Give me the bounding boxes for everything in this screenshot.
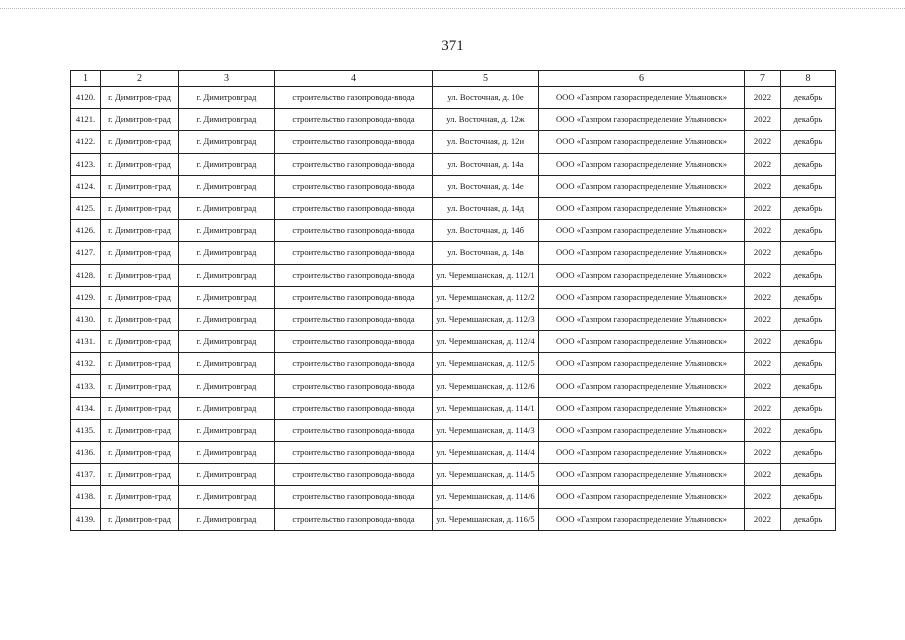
city-cell: г. Димитров-град (101, 308, 179, 330)
table-row (71, 464, 836, 486)
address-cell: ул. Черемшанская, д. 114/4 (433, 442, 539, 464)
locality-cell: г. Димитровград (179, 109, 275, 131)
work-type-cell: строительство газопровода-ввода (275, 419, 433, 441)
table-row (71, 442, 836, 464)
work-type-cell: строительство газопровода-ввода (275, 308, 433, 330)
locality-cell: г. Димитровград (179, 353, 275, 375)
address-cell: ул. Черемшанская, д. 114/6 (433, 486, 539, 508)
objects-table (70, 70, 836, 531)
locality-cell: г. Димитровград (179, 442, 275, 464)
column-header: 6 (539, 71, 745, 87)
organization-cell: ООО «Газпром газораспределение Ульяновск» (539, 220, 745, 242)
row-number-cell: 4131. (71, 331, 101, 353)
row-number-cell: 4133. (71, 375, 101, 397)
organization-cell: ООО «Газпром газораспределение Ульяновск» (539, 331, 745, 353)
year-cell: 2022 (745, 442, 781, 464)
work-type-cell: строительство газопровода-ввода (275, 153, 433, 175)
city-cell: г. Димитров-град (101, 508, 179, 530)
locality-cell: г. Димитровград (179, 486, 275, 508)
locality-cell: г. Димитровград (179, 286, 275, 308)
table-row (71, 353, 836, 375)
year-cell: 2022 (745, 220, 781, 242)
row-number-cell: 4136. (71, 442, 101, 464)
address-cell: ул. Восточная, д. 14в (433, 242, 539, 264)
table-row (71, 131, 836, 153)
month-cell: декабрь (781, 397, 836, 419)
table-row (71, 264, 836, 286)
address-cell: ул. Черемшанская, д. 116/5 (433, 508, 539, 530)
locality-cell: г. Димитровград (179, 197, 275, 219)
row-number-cell: 4125. (71, 197, 101, 219)
address-cell: ул. Восточная, д. 14а (433, 153, 539, 175)
organization-cell: ООО «Газпром газораспределение Ульяновск» (539, 153, 745, 175)
table-row (71, 109, 836, 131)
month-cell: декабрь (781, 109, 836, 131)
address-cell: ул. Черемшанская, д. 112/6 (433, 375, 539, 397)
month-cell: декабрь (781, 375, 836, 397)
locality-cell: г. Димитровград (179, 464, 275, 486)
month-cell: декабрь (781, 153, 836, 175)
row-number-cell: 4129. (71, 286, 101, 308)
city-cell: г. Димитров-град (101, 397, 179, 419)
row-number-cell: 4132. (71, 353, 101, 375)
city-cell: г. Димитров-град (101, 331, 179, 353)
work-type-cell: строительство газопровода-ввода (275, 109, 433, 131)
table-row (71, 87, 836, 109)
table-row (71, 308, 836, 330)
address-cell: ул. Восточная, д. 10е (433, 87, 539, 109)
work-type-cell: строительство газопровода-ввода (275, 353, 433, 375)
organization-cell: ООО «Газпром газораспределение Ульяновск» (539, 375, 745, 397)
row-number-cell: 4128. (71, 264, 101, 286)
organization-cell: ООО «Газпром газораспределение Ульяновск» (539, 131, 745, 153)
month-cell: декабрь (781, 464, 836, 486)
work-type-cell: строительство газопровода-ввода (275, 464, 433, 486)
city-cell: г. Димитров-град (101, 197, 179, 219)
city-cell: г. Димитров-град (101, 153, 179, 175)
row-number-cell: 4138. (71, 486, 101, 508)
year-cell: 2022 (745, 197, 781, 219)
month-cell: декабрь (781, 308, 836, 330)
row-number-cell: 4127. (71, 242, 101, 264)
locality-cell: г. Димитровград (179, 131, 275, 153)
row-number-cell: 4123. (71, 153, 101, 175)
column-header: 5 (433, 71, 539, 87)
month-cell: декабрь (781, 197, 836, 219)
row-number-cell: 4121. (71, 109, 101, 131)
organization-cell: ООО «Газпром газораспределение Ульяновск» (539, 197, 745, 219)
work-type-cell: строительство газопровода-ввода (275, 331, 433, 353)
month-cell: декабрь (781, 286, 836, 308)
city-cell: г. Димитров-град (101, 87, 179, 109)
address-cell: ул. Восточная, д. 14е (433, 175, 539, 197)
row-number-cell: 4134. (71, 397, 101, 419)
address-cell: ул. Черемшанская, д. 112/2 (433, 286, 539, 308)
column-header: 7 (745, 71, 781, 87)
organization-cell: ООО «Газпром газораспределение Ульяновск» (539, 286, 745, 308)
work-type-cell: строительство газопровода-ввода (275, 442, 433, 464)
year-cell: 2022 (745, 175, 781, 197)
work-type-cell: строительство газопровода-ввода (275, 264, 433, 286)
organization-cell: ООО «Газпром газораспределение Ульяновск» (539, 109, 745, 131)
organization-cell: ООО «Газпром газораспределение Ульяновск» (539, 464, 745, 486)
organization-cell: ООО «Газпром газораспределение Ульяновск» (539, 397, 745, 419)
locality-cell: г. Димитровград (179, 175, 275, 197)
work-type-cell: строительство газопровода-ввода (275, 197, 433, 219)
address-cell: ул. Восточная, д. 14д (433, 197, 539, 219)
city-cell: г. Димитров-град (101, 286, 179, 308)
work-type-cell: строительство газопровода-ввода (275, 486, 433, 508)
table-row (71, 508, 836, 530)
row-number-cell: 4139. (71, 508, 101, 530)
year-cell: 2022 (745, 464, 781, 486)
month-cell: декабрь (781, 87, 836, 109)
organization-cell: ООО «Газпром газораспределение Ульяновск» (539, 442, 745, 464)
table-row (71, 375, 836, 397)
year-cell: 2022 (745, 375, 781, 397)
address-cell: ул. Восточная, д. 12ж (433, 109, 539, 131)
year-cell: 2022 (745, 419, 781, 441)
work-type-cell: строительство газопровода-ввода (275, 375, 433, 397)
year-cell: 2022 (745, 397, 781, 419)
address-cell: ул. Восточная, д. 14б (433, 220, 539, 242)
organization-cell: ООО «Газпром газораспределение Ульяновск» (539, 308, 745, 330)
locality-cell: г. Димитровград (179, 419, 275, 441)
city-cell: г. Димитров-град (101, 375, 179, 397)
row-number-cell: 4126. (71, 220, 101, 242)
table-row (71, 397, 836, 419)
table-row (71, 331, 836, 353)
year-cell: 2022 (745, 286, 781, 308)
month-cell: декабрь (781, 264, 836, 286)
row-number-cell: 4135. (71, 419, 101, 441)
year-cell: 2022 (745, 353, 781, 375)
locality-cell: г. Димитровград (179, 397, 275, 419)
address-cell: ул. Черемшанская, д. 112/3 (433, 308, 539, 330)
month-cell: декабрь (781, 419, 836, 441)
organization-cell: ООО «Газпром газораспределение Ульяновск» (539, 175, 745, 197)
month-cell: декабрь (781, 242, 836, 264)
year-cell: 2022 (745, 109, 781, 131)
table-row (71, 153, 836, 175)
page-number: 371 (441, 38, 464, 54)
work-type-cell: строительство газопровода-ввода (275, 175, 433, 197)
column-header: 4 (275, 71, 433, 87)
month-cell: декабрь (781, 175, 836, 197)
table-row (71, 486, 836, 508)
address-cell: ул. Черемшанская, д. 114/5 (433, 464, 539, 486)
row-number-cell: 4130. (71, 308, 101, 330)
row-number-cell: 4122. (71, 131, 101, 153)
organization-cell: ООО «Газпром газораспределение Ульяновск» (539, 242, 745, 264)
city-cell: г. Димитров-град (101, 220, 179, 242)
work-type-cell: строительство газопровода-ввода (275, 220, 433, 242)
table-row (71, 197, 836, 219)
year-cell: 2022 (745, 131, 781, 153)
work-type-cell: строительство газопровода-ввода (275, 131, 433, 153)
column-header: 8 (781, 71, 836, 87)
year-cell: 2022 (745, 486, 781, 508)
locality-cell: г. Димитровград (179, 264, 275, 286)
address-cell: ул. Черемшанская, д. 112/4 (433, 331, 539, 353)
address-cell: ул. Черемшанская, д. 112/1 (433, 264, 539, 286)
row-number-cell: 4120. (71, 87, 101, 109)
column-header: 3 (179, 71, 275, 87)
city-cell: г. Димитров-град (101, 442, 179, 464)
year-cell: 2022 (745, 508, 781, 530)
work-type-cell: строительство газопровода-ввода (275, 397, 433, 419)
city-cell: г. Димитров-град (101, 486, 179, 508)
address-cell: ул. Черемшанская, д. 114/3 (433, 419, 539, 441)
locality-cell: г. Димитровград (179, 508, 275, 530)
month-cell: декабрь (781, 331, 836, 353)
organization-cell: ООО «Газпром газораспределение Ульяновск» (539, 264, 745, 286)
year-cell: 2022 (745, 331, 781, 353)
table-row (71, 286, 836, 308)
address-cell: ул. Восточная, д. 12и (433, 131, 539, 153)
city-cell: г. Димитров-град (101, 109, 179, 131)
column-header: 1 (71, 71, 101, 87)
month-cell: декабрь (781, 442, 836, 464)
scan-edge (0, 8, 905, 10)
year-cell: 2022 (745, 264, 781, 286)
month-cell: декабрь (781, 508, 836, 530)
locality-cell: г. Димитровград (179, 153, 275, 175)
city-cell: г. Димитров-град (101, 242, 179, 264)
table-row (71, 175, 836, 197)
year-cell: 2022 (745, 153, 781, 175)
year-cell: 2022 (745, 308, 781, 330)
locality-cell: г. Димитровград (179, 87, 275, 109)
table-row (71, 242, 836, 264)
column-header: 2 (101, 71, 179, 87)
locality-cell: г. Димитровград (179, 242, 275, 264)
organization-cell: ООО «Газпром газораспределение Ульяновск» (539, 87, 745, 109)
month-cell: декабрь (781, 131, 836, 153)
month-cell: декабрь (781, 220, 836, 242)
city-cell: г. Димитров-град (101, 419, 179, 441)
city-cell: г. Димитров-град (101, 464, 179, 486)
year-cell: 2022 (745, 87, 781, 109)
header-row (71, 71, 836, 87)
organization-cell: ООО «Газпром газораспределение Ульяновск» (539, 419, 745, 441)
year-cell: 2022 (745, 242, 781, 264)
work-type-cell: строительство газопровода-ввода (275, 286, 433, 308)
work-type-cell: строительство газопровода-ввода (275, 87, 433, 109)
work-type-cell: строительство газопровода-ввода (275, 242, 433, 264)
table-body (71, 87, 836, 531)
organization-cell: ООО «Газпром газораспределение Ульяновск» (539, 486, 745, 508)
locality-cell: г. Димитровград (179, 331, 275, 353)
row-number-cell: 4137. (71, 464, 101, 486)
month-cell: декабрь (781, 353, 836, 375)
city-cell: г. Димитров-град (101, 131, 179, 153)
locality-cell: г. Димитровград (179, 220, 275, 242)
locality-cell: г. Димитровград (179, 375, 275, 397)
organization-cell: ООО «Газпром газораспределение Ульяновск» (539, 508, 745, 530)
city-cell: г. Димитров-град (101, 175, 179, 197)
locality-cell: г. Димитровград (179, 308, 275, 330)
table-row (71, 419, 836, 441)
city-cell: г. Димитров-град (101, 353, 179, 375)
table-row (71, 220, 836, 242)
address-cell: ул. Черемшанская, д. 114/1 (433, 397, 539, 419)
month-cell: декабрь (781, 486, 836, 508)
row-number-cell: 4124. (71, 175, 101, 197)
work-type-cell: строительство газопровода-ввода (275, 508, 433, 530)
address-cell: ул. Черемшанская, д. 112/5 (433, 353, 539, 375)
city-cell: г. Димитров-град (101, 264, 179, 286)
organization-cell: ООО «Газпром газораспределение Ульяновск» (539, 353, 745, 375)
